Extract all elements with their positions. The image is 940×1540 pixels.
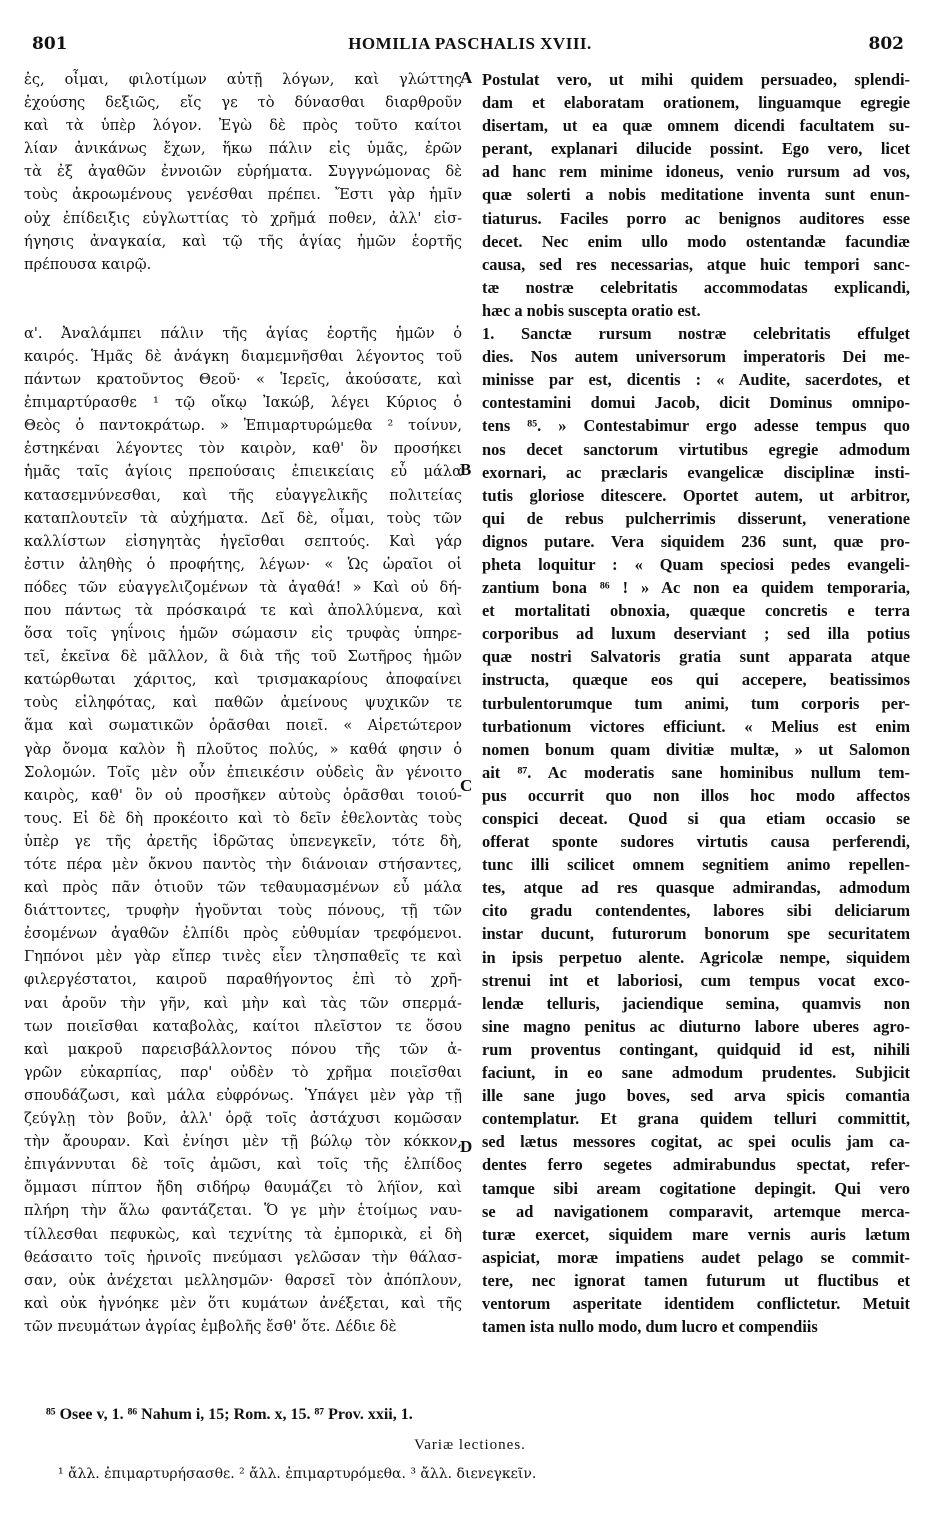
- footnotes: ⁸⁵ Osee v, 1. ⁸⁶ Nahum i, 15; Rom. x, 15. ⁸⁷ Prov. xxii, 1.: [46, 1406, 413, 1423]
- text-line: ναι ἀροῦν τὴν γῆν, καὶ μὴν καὶ τὰς τῶν σπερμά-: [24, 994, 462, 1012]
- text-line: σαν, οὐκ ἀνέχεται μελλησμῶν· θαρσεῖ τὸν ἀπόπλουν,: [24, 1271, 462, 1289]
- text-line: zantium bona ⁸⁶ ! » Ac non ea quidem temporaria,: [482, 578, 910, 598]
- text-line: quæ nostri Salvatoris gratia sunt apparata atque: [482, 647, 910, 667]
- text-line: ventorum asperitate identidem conflictetur. Metuit: [482, 1293, 910, 1313]
- text-line: γρῶν εὐκαρπίας, παρ' οὐδὲν τὸ χρῆμα ποιεῖσθαι: [24, 1063, 462, 1081]
- text-line: dies. Nos autem universorum imperatoris Dei me-: [482, 347, 910, 367]
- text-line: πλήρη τὴν ἅλω φαντάζεται. Ὅ γε μὴν ἑτοίμως ναυ-: [24, 1202, 462, 1220]
- text-line: καιρὸς, καθ' ὃν οὐ προσῆκεν αὐτοὺς ὁρᾶσθαι τοιού-: [24, 786, 462, 804]
- text-line: instructa, quæque eos qui accepere, beatissimos: [482, 670, 910, 690]
- text-line: καταπλουτεῖν τὰ αὐχήματα. Δεῖ δὲ, οἶμαι, τοὺς τῶν: [24, 509, 462, 527]
- text-line: tiaturus. Faciles porro ac benignos auditores esse: [482, 208, 910, 228]
- text-line: τῶν πνευμάτων ἀγρίας ἐμβολῆς ἔσθ' ὅτε. Δέδιε δὲ: [24, 1317, 397, 1335]
- latin-column: [482, 68, 910, 1338]
- text-line: ille sane jugo boves, sed arva spicis comantia: [482, 1086, 910, 1106]
- text-line: nos decet sanctorum virtutibus egregie admodum: [482, 439, 910, 459]
- text-line: κατασεμνύνεσθαι, καὶ τῆς εὐαγγελικῆς πολιτείας: [24, 486, 462, 504]
- text-line: strenui int et laboriosi, cum tempus vocat exco-: [482, 970, 910, 990]
- text-line: tæ nostræ celebritatis accommodatas explicandi,: [482, 277, 910, 297]
- text-line: τότε πέρα μὲν ὄκνου παντὸς τὴν διάνοιαν στήσαντες,: [24, 856, 462, 873]
- text-line: σπουδάζωσι, καὶ μάλα εὐφρόνως. Ὑπάγει μὲν γὰρ τῇ: [24, 1086, 462, 1104]
- text-line: πρέπουσα καιρῷ.: [24, 255, 152, 273]
- text-line: offerat sponte sudores virtutis causa perferendi,: [482, 832, 910, 852]
- text-line: corporibus ad luxum deserviant ; sed illa potius: [482, 624, 910, 644]
- text-line: καὶ μακροῦ παρεισβάλλοντος πόνου τῆς τῶν ἀ-: [24, 1040, 462, 1058]
- variae-lectiones-title: Variæ lectiones.: [414, 1437, 526, 1453]
- text-line: Θεὸς ὁ παντοκράτωρ. » Ἐπιμαρτυρώμεθα ² τοίνυν,: [24, 417, 462, 435]
- text-line: tens ⁸⁵. » Contestabimur ergo adesse tempus quo: [482, 416, 910, 436]
- margin-marker-d: D: [460, 1137, 473, 1156]
- text-line: τους. Εἰ δὲ δὴ προκέοιτο καὶ τὸ δεῖν ἐθελοντὰς τοὺς: [24, 809, 462, 827]
- text-line: που πάντως τὰ πρόσκαιρά τε καὶ ἀπολλύμενα, καὶ: [24, 601, 462, 619]
- text-line: τοὺς ἀκροωμένους γενέσθαι πρέπει. Ἔστι γὰρ ἡμῖν: [24, 186, 462, 204]
- paragraph-gap: [24, 276, 462, 322]
- text-line: ζεύγλῃ τὸν βοῦν, ἀλλ' ὁρᾷ τοῖς ἀστάχυσι κομῶσαν: [24, 1110, 462, 1128]
- greek-column: [24, 68, 462, 1338]
- text-line: τεῖ, ἐκεῖνα δὲ μᾶλλον, ἃ διὰ τῆς τοῦ Σωτῆρος ἡμῶν: [24, 648, 462, 666]
- margin-marker-b: B: [460, 460, 472, 479]
- text-line: Σολομών. Τοῖς μὲν οὖν ἐπιεικέσιν οὐδεὶς ἂν γένοιτο: [24, 763, 462, 781]
- text-line: ἐς, οἶμαι, φιλοτίμων αὐτῇ λόγων, καὶ γλώττης: [24, 71, 462, 88]
- text-line: ἐχούσης δεξιῶς, εἴς γε τὸ δύνασθαι διαρθροῦν: [24, 94, 462, 112]
- text-line: ἐπιγάννυται δὲ τοῖς ἀμῶσι, καὶ τοῖς τῆς ἐλπίδος: [24, 1156, 462, 1174]
- text-line: tamque sibi aream cogitatione depingit. Qui vero: [482, 1178, 910, 1198]
- text-line: aspiciat, moræ impatiens audet pelago se commit-: [482, 1247, 910, 1267]
- text-line: 1. Sanctæ rursum nostræ celebritatis effulget: [482, 324, 910, 344]
- text-line: θεάσαιτο τοῖς ἠρινοῖς πνεύμασι γελῶσαν τὴν θάλασ-: [24, 1248, 462, 1266]
- text-line: quæ solerti a nobis meditatione inventa sunt enun-: [482, 185, 910, 205]
- text-line: πόδες τῶν εὐαγγελιζομένων τὰ ἀγαθά! » Καὶ οὐ δή-: [24, 578, 462, 596]
- text-line: ait ⁸⁷. Ac moderatis sane hominibus nullum tem-: [482, 762, 910, 782]
- text-line: Postulat vero, ut mihi quidem persuadeo, splendi-: [482, 70, 910, 89]
- text-line: contestamini domui Jacob, dicit Dominus omnipo-: [482, 393, 910, 413]
- text-line: tere, nec ignorat tamen futurum ut fluctibus et: [482, 1270, 910, 1290]
- text-line: exornari, ac præclaris evangelicæ disciplinæ insti-: [482, 462, 910, 482]
- text-line: tunc illi scilicet omnem segnitiem animo repellen-: [482, 855, 910, 875]
- text-line: ὄμμασι πίπτον ἤδη σιδήρῳ θαυμάζει τὸ λήϊον, καὶ: [24, 1179, 462, 1197]
- text-line: ad hanc rem minime idoneus, venio rursum ad vos,: [482, 162, 910, 182]
- text-line: ἐπιμαρτύρασθε ¹ τῷ οἴκῳ Ἰακώβ, λέγει Κύριος ὁ: [24, 394, 462, 412]
- text-line: καιρός. Ἡμᾶς δὲ ἀνάγκη διαμεμνῆσθαι λέγοντος τοῦ: [24, 347, 462, 365]
- text-line: se ad navigationem comparavit, artemque merca-: [482, 1201, 910, 1221]
- text-line: Γηπόνοι μὲν γὰρ εἴπερ τινὲς εἶεν τλησπαθεῖς τε καὶ: [24, 948, 462, 966]
- text-line: instar ducunt, futurorum bonorum spe securitatem: [482, 924, 910, 944]
- text-line: καὶ πρὸς πᾶν ὁτιοῦν τῶν τεθαυμασμένων εὖ μάλα: [24, 879, 462, 897]
- text-line: τίλλεσθαι πεφυκὼς, καὶ τεχνίτης τὰ ἐμπορικὰ, εἰ δὴ: [24, 1225, 462, 1243]
- text-line: dentes ferro segetes admirabundus spectat, refer-: [482, 1155, 910, 1175]
- text-line: κατώρθωται χάριτος, καὶ τρισμακαρίους ἀποφαίνει: [24, 671, 462, 689]
- text-line: φιλεργέστατοι, καιροῦ παραθήγοντος ἐπὶ τὸ χρῆ-: [24, 971, 462, 989]
- text-line: των ποιεῖσθαι καταβολὰς, καίτοι πλεῖστον τε ὅσου: [24, 1017, 462, 1035]
- text-line: ἐστηκέναι λέγοντες τὸν καιρὸν, καθ' ὃν προσήκει: [24, 440, 462, 458]
- text-line: πάντων κρατοῦντος Θεοῦ· « Ἱερεῖς, ἀκούσατε, καὶ: [24, 371, 462, 389]
- text-line: ἐσομένων ἀγαθῶν ἐλπίδι πρὸς εὐθυμίαν τρεφόμενοι.: [24, 925, 462, 943]
- text-line: tamen ista nullo modo, dum lucro et compendiis: [482, 1317, 818, 1337]
- text-line: λίαν ἀνικάνως ἔχων, ἥκω πάλιν εἰς ὑμᾶς, ἐρῶν: [24, 140, 462, 158]
- text-line: τὴν ἄρουραν. Καὶ ἐνίησι μὲν τῇ βώλῳ τὸν κόκκον,: [24, 1133, 462, 1151]
- text-line: faciunt, in eo sane admodum prudentes. Subjicit: [482, 1063, 910, 1083]
- text-line: in ipsis perpetuo alente. Agricolæ nempe, siquidem: [482, 947, 910, 967]
- text-line: dam et elaboratam orationem, linguamque egregie: [482, 93, 910, 113]
- text-line: contemplatur. Et grana quidem telluri committit,: [482, 1109, 910, 1129]
- text-line: ἐστιν ἀληθὴς ὁ προφήτης, λέγων· « Ὡς ὡραῖοι οἱ: [24, 555, 462, 573]
- margin-marker-c: C: [460, 776, 473, 795]
- running-title: HOMILIA PASCHALIS XVIII.: [348, 34, 592, 53]
- text-line: cito gradu contendentes, labores sibi deliciarum: [482, 901, 910, 921]
- text-line: nomen bonum quam divitiæ multæ, » ut Salomon: [482, 739, 910, 759]
- text-line: turæ exercet, siquidem mare vernis auris lætum: [482, 1224, 910, 1244]
- text-line: pus occurrit quo non illos hoc modo affectos: [482, 785, 910, 805]
- text-line: sed lætus messores cogitat, ac spei oculis jam ca-: [482, 1132, 910, 1152]
- text-line: pheta loquitur : « Quam speciosi pedes evangeli-: [482, 554, 910, 574]
- text-line: turbationum victores efficiunt. « Melius est enim: [482, 716, 910, 736]
- text-line: rum proventus contingant, quidquid id est, nihili: [482, 1039, 910, 1059]
- page-number-right: 802: [868, 34, 904, 54]
- text-line: hæc a nobis suscepta oratio est.: [482, 300, 701, 320]
- text-line: lendæ telluris, jaciendique semina, quamvis non: [482, 993, 910, 1013]
- text-line: ἡμᾶς ταῖς ἁγίοις πρεπούσαις ἐπιεικείαις εὖ μάλα: [24, 463, 462, 481]
- text-line: καλλίστων εἰσηγητὰς ἡγεῖσθαι σεπτούς. Καὶ γάρ: [24, 532, 462, 550]
- text-line: sine magno penitus ac diuturno labore uberes agro-: [482, 1016, 910, 1036]
- text-line: et mortalitati obnoxia, quæque concretis e terra: [482, 601, 910, 621]
- text-line: τοὺς εἰληφότας, καὶ παθῶν ἀμείνους ψυχικῶν τε: [24, 694, 462, 712]
- text-line: perant, explanari dilucide possint. Ego vero, licet: [482, 139, 910, 159]
- running-header: [24, 34, 916, 64]
- page-number-left: 801: [32, 34, 68, 54]
- text-line: ήγησις ἀναγκαία, καὶ τῷ τῆς ἁγίας ἡμῶν ἑορτῆς: [24, 232, 462, 250]
- text-line: tutis gloriose ditescere. Oportet autem, ut arbitror,: [482, 485, 910, 505]
- text-line: τὰ ἐξ ἀγαθῶν ἐννοιῶν εὑρήματα. Συγγνώμονας δὲ: [24, 163, 462, 181]
- text-line: conspici deceat. Quod si qua etiam occasio se: [482, 809, 910, 828]
- margin-marker-a: A: [460, 68, 473, 87]
- text-line: causa, sed res necessarias, atque huic tempori sanc-: [482, 254, 910, 274]
- text-line: γὰρ ὄνομα καλὸν ἢ πλοῦτος πολύς, » καθά φησιν ὁ: [24, 740, 462, 758]
- text-line: dignos putare. Vera siquidem 236 sunt, quæ pro-: [482, 531, 910, 551]
- text-line: καὶ τὰ ὑπὲρ λόγον. Ἐγὼ δὲ πρὸς τοῦτο καίτοι: [24, 117, 462, 135]
- text-line: minisse par est, dicentis : « Audite, sacerdotes, et: [482, 370, 910, 390]
- text-line: decet. Nec enim ullo modo ostentandæ facundiæ: [482, 231, 910, 251]
- text-line: ἅμα καὶ σωματικῶν ὁρᾶσθαι ποιεῖ. « Αἱρετώτερον: [24, 717, 462, 735]
- text-line: οὐχ ἐπίδειξις εὐγλωττίας τὸ χρῆμά ποθεν, ἀλλ' εἰσ-: [24, 209, 462, 227]
- variae-lectiones-text: ¹ ἄλλ. ἐπιμαρτυρήσασθε. ² ἄλλ. ἐπιμαρτυρόμεθα. ³ ἄλλ. διενεγκεῖν.: [58, 1466, 537, 1482]
- text-line: turbulentorumque tum animi, tum corporis per-: [482, 693, 910, 713]
- text-line: ὑπὲρ γε τῆς ἀρετῆς ἱδρῶτας ὑπενεγκεῖν, τότε δὴ,: [24, 832, 462, 850]
- text-line: tes, atque ad res quasque admirandas, admodum: [482, 878, 910, 898]
- text-line: ὅσα τοῖς γηΐνοις ἡμῶν σώμασιν εἰς τρυφὰς ὑπηρε-: [24, 625, 462, 643]
- text-line: α'. Ἀναλάμπει πάλιν τῆς ἁγίας ἑορτῆς ἡμῶν ὁ: [24, 324, 462, 342]
- text-line: καὶ οὐκ ἠγνόηκε μὲν ὅτι κυμάτων ἀνέξεται, καὶ τῆς: [24, 1294, 462, 1312]
- text-line: disertam, ut ea quæ omnem dicendi facultatem su-: [482, 116, 910, 136]
- text-line: διάττοντες, τρυφὴν ἡγοῦνται τοὺς πόνους, τῇ τῶν: [24, 902, 462, 920]
- text-line: qui de rebus pulcherrimis disserunt, veneratione: [482, 508, 910, 528]
